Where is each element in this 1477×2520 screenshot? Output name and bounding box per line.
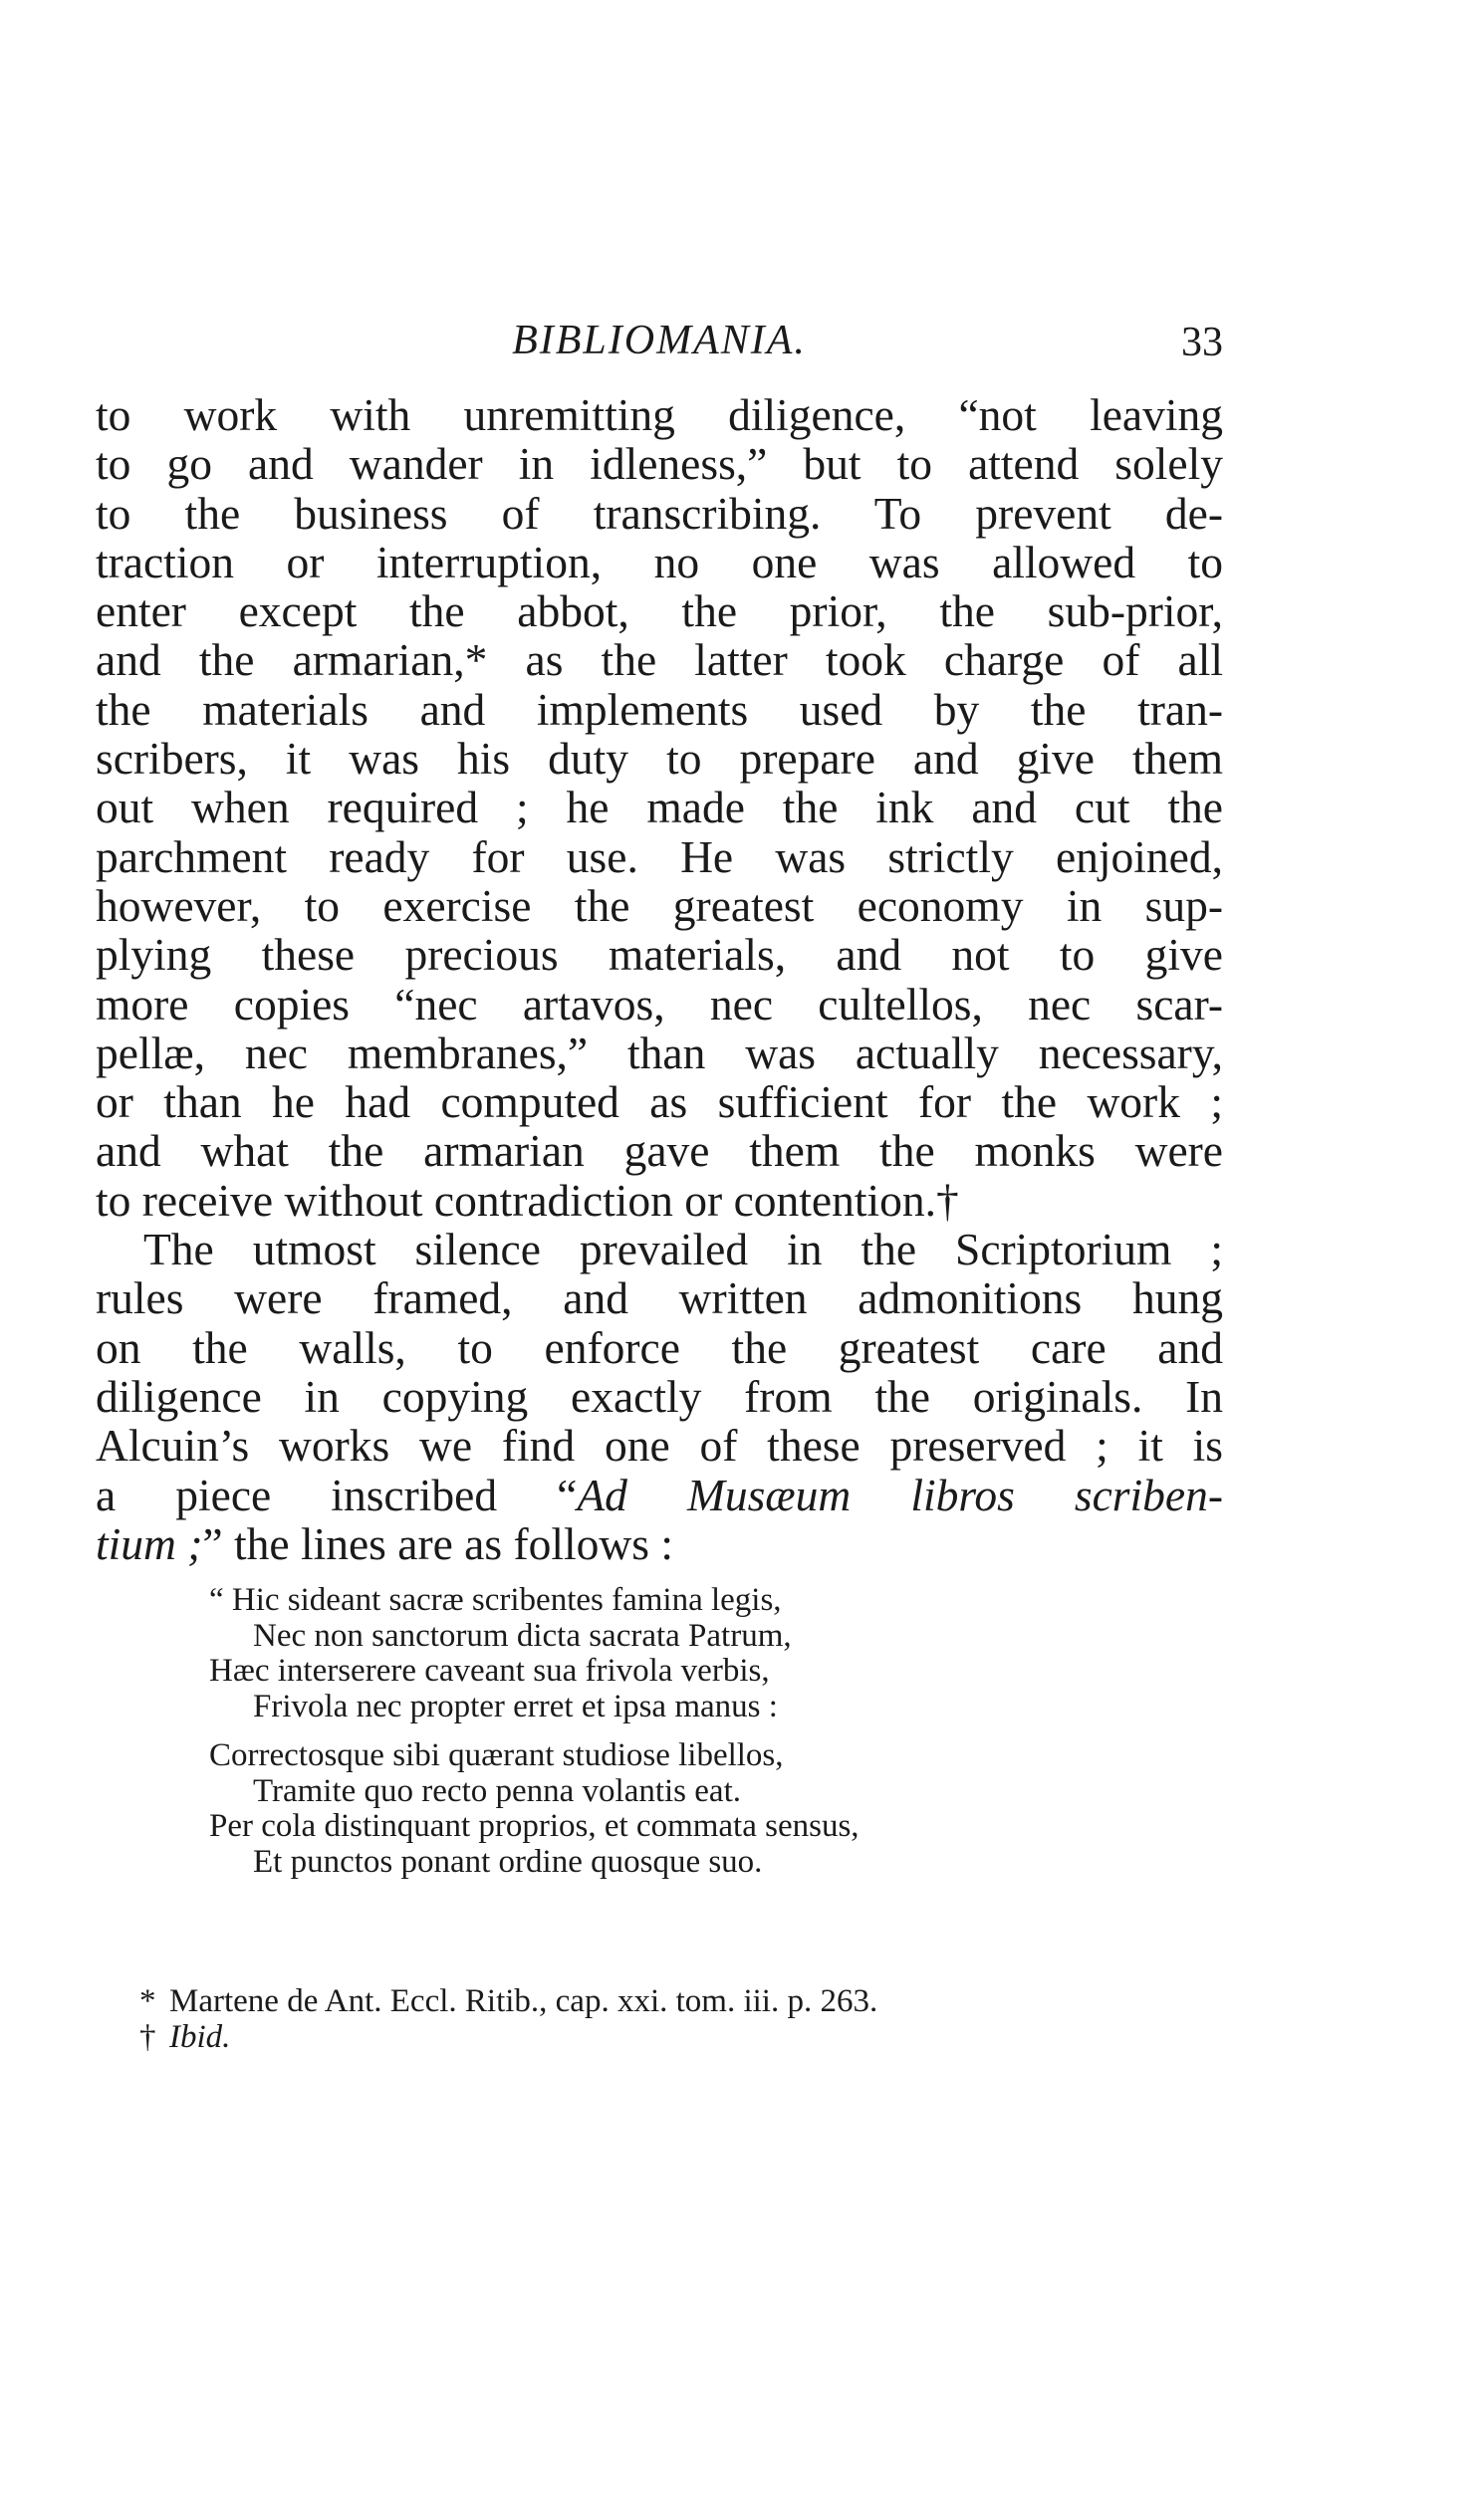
text-line: enter except the abbot, the prior, the sub-prior, [96,585,1223,637]
page-number: 33 [1181,320,1223,365]
verse-line: Tramite quo recto penna volantis eat. [253,1772,741,1809]
verse-line: Frivola nec propter erret et ipsa manus : [253,1688,778,1724]
text-line: diligence in copying exactly from the originals. In [96,1370,1223,1422]
text-line: out when required ; he made the ink and cut the [96,782,1223,833]
stanza-2 [209,1738,1106,1880]
text-line: on the walls, to enforce the greatest care and [96,1321,1223,1373]
paragraph-1 [96,390,1223,1225]
verse-line: Correctosque sibi quærant studiose libellos, [209,1737,784,1773]
text-line: scribers, it was his duty to prepare and give them [96,733,1223,785]
text-line: to go and wander in idleness,” but to attend solely [96,438,1223,490]
text-line: pellæ, nec membranes,” than was actually necessary, [96,1027,1223,1078]
verse-line: Nec non sanctorum dicta sacrata Patrum, [253,1617,792,1654]
running-title: BIBLIOMANIA. [512,318,807,363]
text-line: Alcuin’s works we find one of these preserved ; it is [96,1420,1223,1472]
verse-line: Et punctos ponant ordine quosque suo. [253,1843,763,1880]
verse-line: Per cola distinquant proprios, et commata sensus, [209,1808,860,1844]
italic-title: tium ; [96,1517,203,1569]
footnote-text: Ibid. [169,2019,231,2055]
text-line: plying these precious materials, and not to give [96,929,1223,981]
text-line: traction or interruption, no one was allowed to [96,536,1223,587]
verse-line: Hæc interserere caveant sua frivola verbis, [209,1653,770,1689]
text-segment: a piece inscribed “ [96,1469,578,1520]
text-line-with-title [96,1519,1223,1568]
text-line: or than he had computed as sufficient for the work ; [96,1076,1223,1128]
text-line: to the business of transcribing. To prevent de- [96,487,1223,539]
text-line: to receive without contradiction or contention.† [96,1174,959,1226]
dagger-mark: † [139,2019,156,2055]
text-line: The utmost silence prevailed in the Scriptorium ; [143,1224,1223,1275]
text-line: however, to exercise the greatest economy in sup- [96,879,1223,931]
text-line: more copies “nec artavos, nec cultellos, nec scar- [96,978,1223,1030]
text-line: to work with unremitting diligence, “not leaving [96,389,1223,440]
text-line: and the armarian,* as the latter took charge of all [96,634,1223,686]
paragraph-2 [96,1225,1223,1568]
italic-title: Ad Musæum libros scriben- [577,1469,1223,1520]
text-line: parchment ready for use. He was strictly enjoined, [96,830,1223,882]
footnote-1 [139,1983,1135,2019]
verse-line: “ Hic sideant sacræ scribentes famina legis, [209,1582,782,1618]
body-text [96,390,1223,1568]
text-line: rules were framed, and written admonitions hung [96,1272,1223,1324]
page-header [96,317,1223,376]
asterisk-mark: * [139,1983,156,2019]
latin-verse [209,1583,1106,1894]
stanza-1 [209,1583,1106,1724]
footnote-text: Martene de Ant. Eccl. Ritib., cap. xxi. tom. iii. p. 263. [169,1983,878,2019]
footnotes [139,1983,1135,2055]
text-line: and what the armarian gave them the monks were [96,1125,1223,1177]
text-line: the materials and implements used by the tran- [96,683,1223,735]
text-segment: ” the lines are as follows : [202,1517,673,1569]
text-line-with-title [96,1471,1223,1519]
footnote-2 [139,2019,1135,2055]
